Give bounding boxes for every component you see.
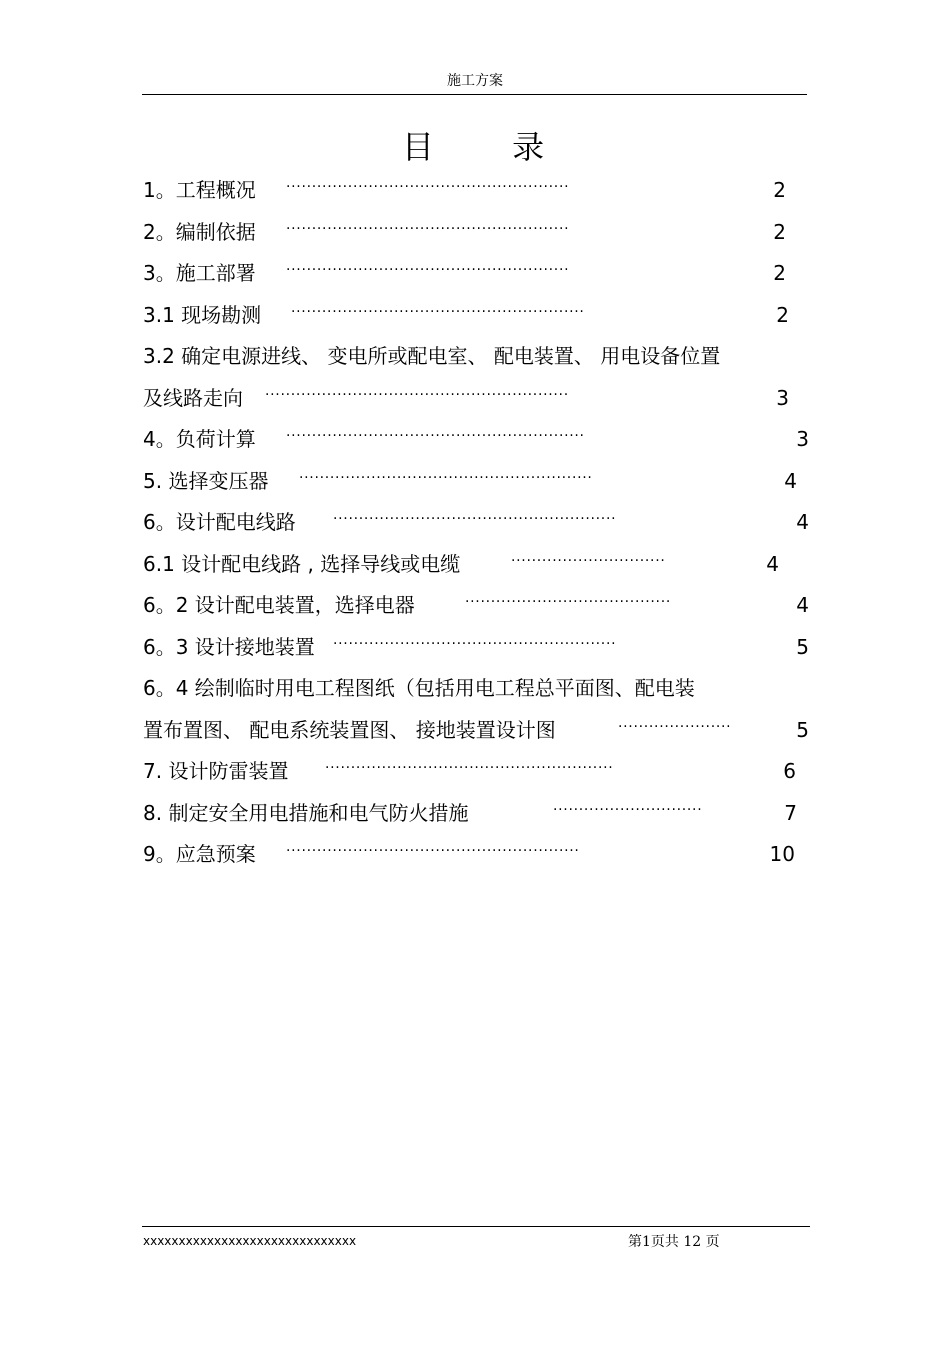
toc-entry [143, 336, 813, 378]
toc-entry-leader: ······························ [511, 552, 666, 569]
toc-entry-label: 及线路走向 [143, 385, 243, 410]
toc-entry [143, 253, 813, 295]
toc-entry [143, 751, 813, 793]
toc-entry-leader: ······················································· [286, 220, 570, 237]
toc-entry-leader: ······················ [618, 718, 732, 735]
toc-entry-page: 6 [783, 759, 796, 783]
toc-entry-leader: ························································· [286, 843, 580, 859]
toc-entry-page: 5 [796, 717, 809, 742]
toc-entry-leader: ························································ [325, 760, 614, 776]
toc-entry-label: 4。负荷计算 [143, 427, 256, 451]
toc-entry-page: 4 [766, 551, 779, 576]
toc-entry-page: 4 [796, 593, 809, 617]
toc-entry-page: 2 [776, 302, 789, 327]
toc-entry-label: 1。工程概况 [143, 178, 256, 202]
toc-entry-page: 10 [769, 842, 795, 866]
toc-entry-leader: ······················································· [286, 179, 570, 195]
toc-entry-label: 3.1 现场勘测 [143, 302, 262, 327]
toc-entry-label: 6.1 设计配电线路 , 选择导线或电缆 [143, 551, 461, 576]
toc-title: 目 录 [401, 128, 579, 166]
toc-entry-page: 3 [776, 385, 789, 410]
toc-entry [143, 461, 813, 503]
toc-entry [143, 170, 813, 212]
toc-entry-leader: ·························································· [286, 428, 585, 444]
toc-entry-leader: ········································ [465, 594, 672, 610]
toc-entry-label: 3.2 确定电源进线、 变电所或配电室、 配电装置、 用电设备位置 [143, 344, 721, 368]
toc-entry-page: 5 [796, 634, 809, 659]
toc-entry [143, 710, 813, 752]
header-divider [142, 94, 807, 95]
toc-entry [143, 544, 813, 586]
toc-entry [143, 585, 813, 627]
footer-placeholder-text: xxxxxxxxxxxxxxxxxxxxxxxxxxxxxx [143, 1234, 357, 1248]
toc-entry-label: 6。设计配电线路 [143, 510, 296, 534]
toc-entry-label: 2。编制依据 [143, 219, 256, 244]
toc-entry-label: 5. 选择变压器 [143, 468, 269, 493]
toc-entry-label: 6。4 绘制临时用电工程图纸（包括用电工程总平面图、配电装 [143, 676, 695, 700]
toc-entry-label: 6。2 设计配电装置，选择电器 [143, 593, 415, 617]
toc-entry [143, 627, 813, 669]
toc-entry [143, 212, 813, 254]
toc-entry-label: 6。3 设计接地装置 [143, 634, 315, 659]
toc-entry-page: 2 [773, 219, 786, 244]
toc-entry [143, 378, 813, 420]
footer-divider [142, 1226, 810, 1227]
toc-entry-leader: ····························· [553, 801, 703, 818]
toc-entry-page: 2 [773, 261, 786, 285]
page-number: 第1页共 12 页 [628, 1234, 720, 1250]
toc-entry [143, 295, 813, 337]
toc-entry-leader: ··························································· [265, 386, 569, 403]
toc-entry-label: 9。应急预案 [143, 842, 256, 866]
table-of-contents [143, 170, 813, 876]
toc-entry-label: 7. 设计防雷装置 [143, 759, 289, 783]
toc-entry-page: 3 [796, 427, 809, 451]
toc-entry-leader: ······················································· [333, 511, 617, 527]
toc-entry-leader: ························································· [299, 469, 593, 486]
toc-entry-leader: ······················································· [333, 635, 617, 652]
toc-entry-leader: ······················································· [286, 262, 570, 278]
toc-entry-label: 8. 制定安全用电措施和电气防火措施 [143, 800, 469, 825]
toc-entry-page: 7 [784, 800, 797, 825]
toc-entry-page: 2 [773, 178, 786, 202]
toc-entry-label: 置布置图、 配电系统装置图、 接地装置设计图 [143, 717, 556, 742]
toc-entry-leader: ························································· [291, 303, 585, 320]
toc-entry [143, 502, 813, 544]
toc-entry-page: 4 [796, 510, 809, 534]
toc-entry [143, 419, 813, 461]
toc-entry [143, 834, 813, 876]
toc-entry [143, 668, 813, 710]
toc-entry-label: 3。施工部署 [143, 261, 256, 285]
toc-entry-page: 4 [784, 468, 797, 493]
page-header-title: 施工方案 [447, 73, 503, 89]
toc-entry [143, 793, 813, 835]
